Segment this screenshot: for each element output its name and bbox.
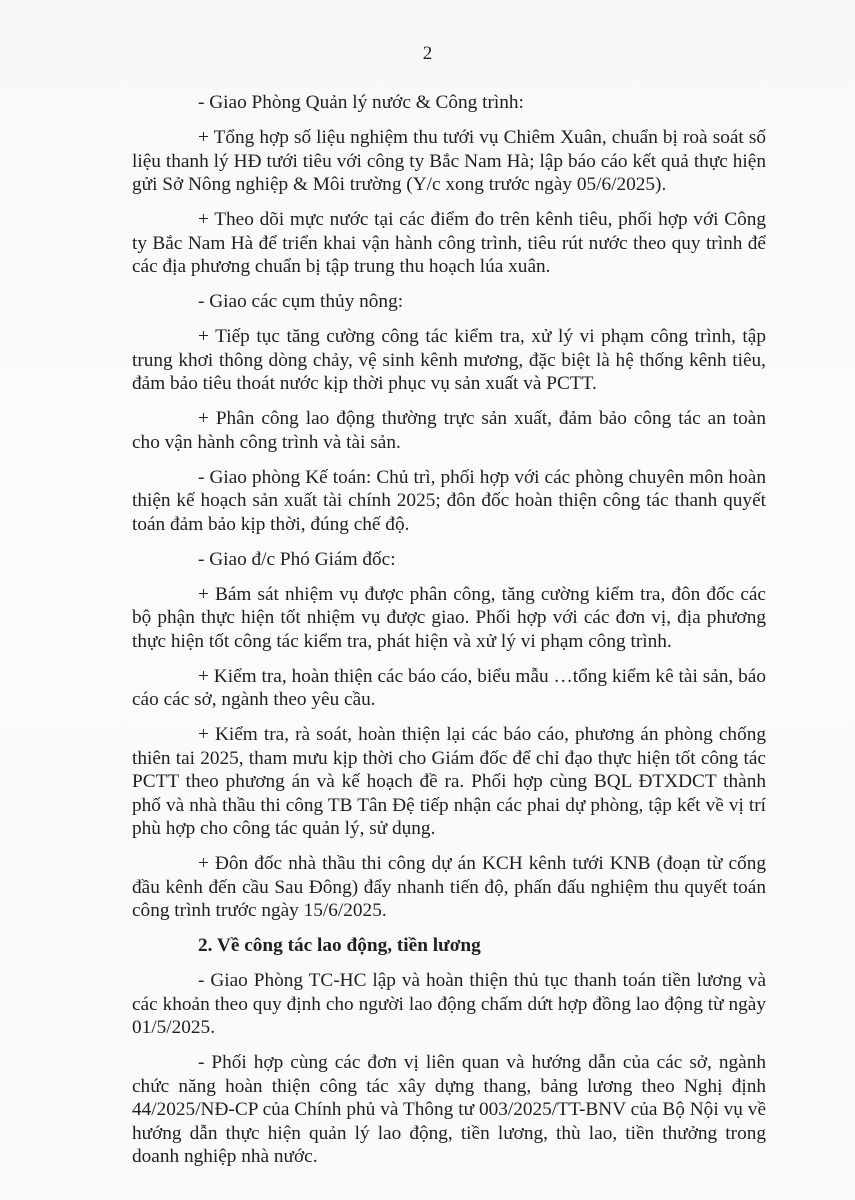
document-body	[132, 91, 766, 1180]
paragraph-labor-assignment: + Phân công lao động thường trực sản xuất, đảm bảo công tác an toàn cho vận hành công trình và tài sản.	[132, 408, 766, 453]
paragraph-disaster-plan: + Kiểm tra, rà soát, hoàn thiện lại các báo cáo, phương án phòng chống thiên tai 2025, tham mưu kịp thời cho Giám đốc để chỉ đạo thực hiện tốt công tác PCTT theo phương án và kế hoạch đề ra. Phối hợp cùng BQL ĐTXDCT thành phố và nhà thầu thi công TB Tân Đệ tiếp nhận các phai dự phòng, tập kết về vị trí phù hợp cho công tác quản lý, sử dụng.	[132, 724, 766, 839]
paragraph-acceptance-data: + Tổng hợp số liệu nghiệm thu tưới vụ Chiêm Xuân, chuẩn bị roà soát số liệu thanh lý HĐ tưới tiêu với công ty Bắc Nam Hà; lập báo cáo kết quả thực hiện gửi Sở Nông nghiệp & Môi trường (Y/c xong trước ngày 05/6/2025).	[132, 127, 766, 195]
paragraph-irrigation-clusters: - Giao các cụm thủy nông:	[198, 291, 404, 312]
paragraph-accounting: - Giao phòng Kế toán: Chủ trì, phối hợp với các phòng chuyên môn hoàn thiện kế hoạch sản xuất tài chính 2025; đôn đốc hoàn thiện công tác thanh quyết toán đảm bảo kịp thời, đúng chế độ.	[132, 466, 766, 535]
paragraph-inspection: + Tiếp tục tăng cường công tác kiểm tra, xử lý vi phạm công trình, tập trung khơi thông dòng chảy, vệ sinh kênh mương, đặc biệt là hệ thống kênh tiêu, đảm bảo tiêu thoát nước kịp thời phục vụ sản xuất và PCTT.	[132, 326, 766, 394]
paragraph-salary-payment: - Giao Phòng TC-HC lập và hoàn thiện thủ tục thanh toán tiền lương và các khoản theo quy định cho người lao động chấm dứt hợp đồng lao động từ ngày 01/5/2025.	[132, 970, 766, 1038]
paragraph-deputy-director: - Giao đ/c Phó Giám đốc:	[198, 548, 396, 570]
paragraph-contractor: + Đôn đốc nhà thầu thi công dự án KCH kênh tưới KNB (đoạn từ cống đầu kênh đến cầu Sau Đông) đẩy nhanh tiến độ, phấn đấu nghiệm thu quyết toán công trình trước ngày 15/6/2025.	[132, 853, 766, 921]
page-number: 2	[422, 43, 433, 64]
paragraph-water-level: + Theo dõi mực nước tại các điểm đo trên kênh tiêu, phối hợp với Công ty Bắc Nam Hà để triển khai vận hành công trình, tiêu rút nước theo quy trình để các địa phương chuẩn bị tập trung thu hoạch lúa xuân.	[132, 209, 766, 277]
section-2-heading: 2. Về công tác lao động, tiền lương	[198, 935, 481, 956]
paragraph-water-dept: - Giao Phòng Quản lý nước & Công trình:	[198, 92, 524, 113]
paragraph-task-monitoring: + Bám sát nhiệm vụ được phân công, tăng cường kiểm tra, đôn đốc các bộ phận thực hiện tốt nhiệm vụ được giao. Phối hợp với các đơn vị, địa phương thực hiện tốt công tác kiểm tra, phát hiện và xử lý vi phạm công trình.	[132, 583, 766, 652]
paragraph-reports: + Kiểm tra, hoàn thiện các báo cáo, biểu mẫu …tổng kiểm kê tài sản, báo cáo các sở, ngành theo yêu cầu.	[132, 665, 766, 710]
paragraph-salary-scale: - Phối hợp cùng các đơn vị liên quan và hướng dẫn của các sở, ngành chức năng hoàn thiện công tác xây dựng thang, bảng lương theo Nghị định 44/2025/NĐ-CP của Chính phủ và Thông tư 003/2025/TT-BNV của Bộ Nội vụ về hướng dẫn thực hiện quản lý lao động, tiền lương, thù lao, tiền thưởng trong doanh nghiệp nhà nước.	[132, 1052, 766, 1167]
